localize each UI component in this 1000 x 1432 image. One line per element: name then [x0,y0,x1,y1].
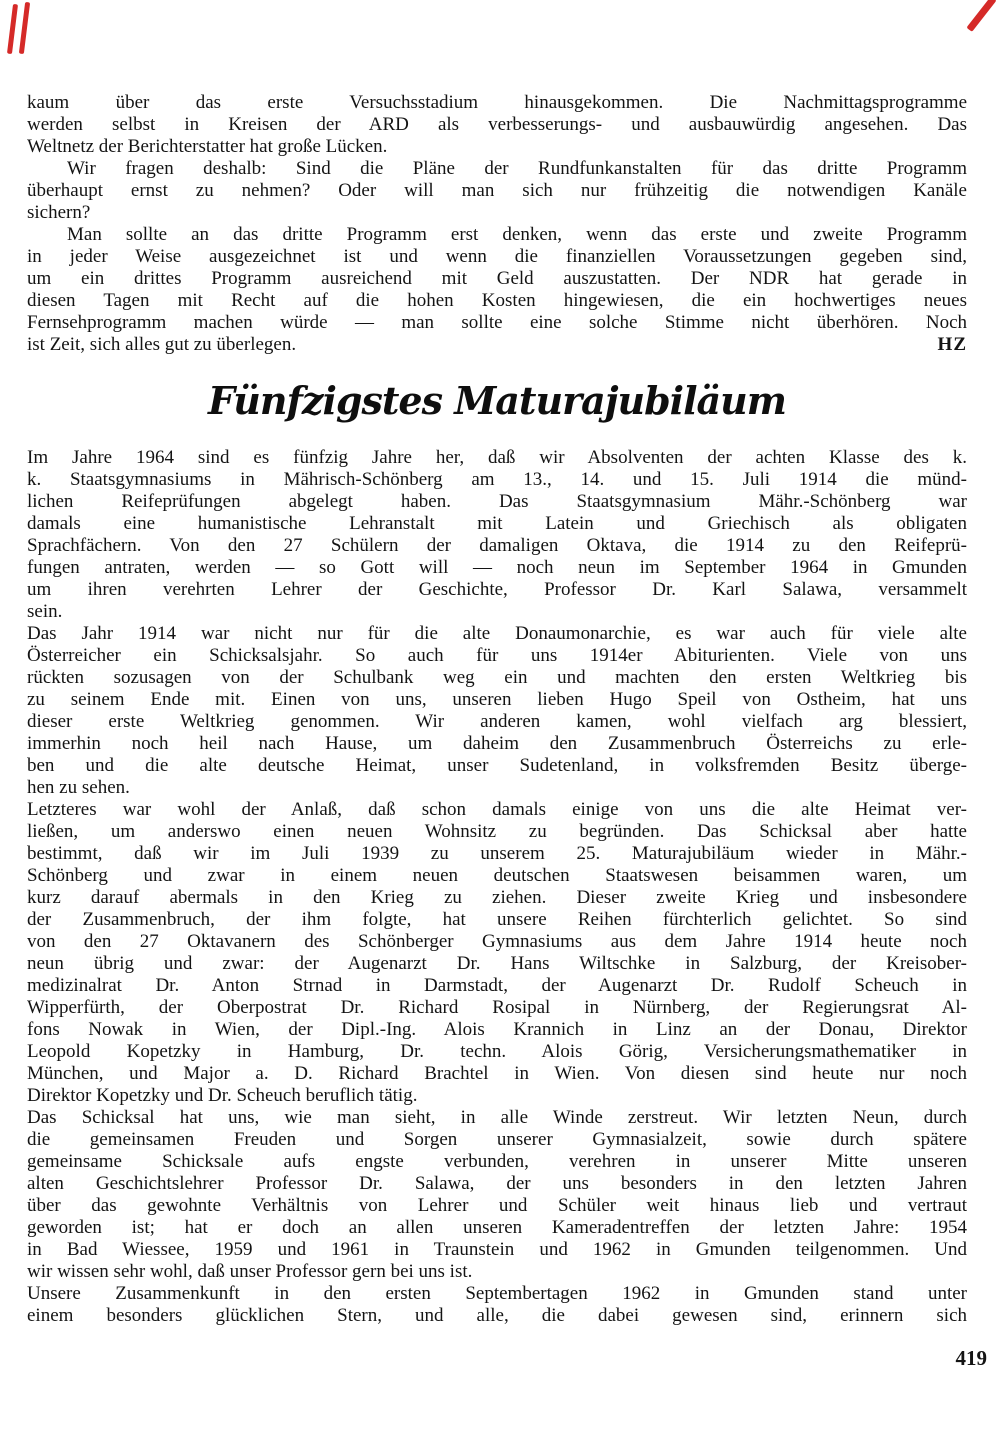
text-line: medizinalrat Dr. Anton Strnad in Darmstadt, der Augenarzt Dr. Rudolf Scheuch in [27,975,967,996]
paragraph [27,158,967,224]
text-line: werden selbst in Kreisen der ARD als verbesserungs- und ausbauwürdig angesehen. Das [27,114,967,135]
red-pen-mark-right [972,0,1000,28]
text-line: dieser erste Weltkrieg genommen. Wir anderen kamen, wohl vielfach arg blessiert, [27,711,967,732]
text-line [27,334,967,356]
author-initials: HZ [937,334,967,355]
text-line: Das Jahr 1914 war nicht nur für die alte Donaumonarchie, es war auch für viele alte [27,623,967,644]
text-line: Wipperfürth, der Oberpostrat Dr. Richard Rosipal in Nürnberg, der Regierungsrat Al- [27,997,967,1018]
text-line: neun übrig und zwar: der Augenarzt Dr. Hans Wiltschke in Salzburg, der Kreisober- [27,953,967,974]
text-line: alten Geschichtslehrer Professor Dr. Salawa, der uns besonders in den letzten Jahren [27,1173,967,1194]
text-line: Leopold Kopetzky in Hamburg, Dr. techn. Alois Görig, Versicherungsmathematiker in [27,1041,967,1062]
text-line: Fernsehprogramm machen würde — man sollte eine solche Stimme nicht überhören. Noch [27,312,967,333]
text-line: Sprachfächern. Von den 27 Schülern der damaligen Oktava, die 1914 zu den Reifeprü- [27,535,967,556]
text-column [27,92,987,1370]
text-line: Österreicher ein Schicksalsjahr. So auch für uns 1914er Abiturienten. Viele von uns [27,645,967,666]
text-line: Man sollte an das dritte Programm erst denken, wenn das erste und zweite Programm [67,224,967,245]
text-line: einem besonders glücklichen Stern, und alle, die dabei gewesen sind, erinnern sich [27,1305,967,1326]
text-line: Das Schicksal hat uns, wie man sieht, in alle Winde zerstreut. Wir letzten Neun, durch [27,1107,967,1128]
text-line: ist Zeit, sich alles gut zu überlegen. [27,334,297,355]
text-line: Direktor Kopetzky und Dr. Scheuch beruflich tätig. [27,1085,418,1106]
text-line: k. Staatsgymnasiums in Mährisch-Schönberg am 13., 14. und 15. Juli 1914 die münd- [27,469,967,490]
text-line: damals eine humanistische Lehranstalt mit Latein und Griechisch als obligaten [27,513,967,534]
paragraph [27,799,967,1107]
paragraph [27,447,967,623]
text-line: der Zusammenbruch, der ihm folgte, hat unsere Reihen fürchterlich gelichtet. So sind [27,909,967,930]
text-line: von den 27 Oktavanern des Schönberger Gymnasiums aus dem Jahre 1914 heute noch [27,931,967,952]
text-line: sein. [27,601,63,622]
text-line: in jeder Weise ausgezeichnet ist und wenn die finanziellen Voraussetzungen gegeben sind, [27,246,967,267]
text-line: Weltnetz der Berichterstatter hat große Lücken. [27,136,388,157]
text-line: um ein drittes Programm ausreichend mit Geld auszustatten. Der NDR hat gerade in [27,268,967,289]
text-line: in Bad Wiessee, 1959 und 1961 in Traunstein und 1962 in Gmunden teilgenommen. Und [27,1239,967,1260]
text-line: über das gewohnte Verhältnis von Lehrer und Schüler weit hinaus lieb und vertraut [27,1195,967,1216]
page-number: 419 [955,1346,987,1370]
paragraph [27,1107,967,1283]
article-title: Fünfzigstes Maturajubiläum [207,378,787,423]
text-line: wir wissen sehr wohl, daß unser Professor gern bei uns ist. [27,1261,473,1282]
paragraph [27,224,967,356]
text-line: um ihren verehrten Lehrer der Geschichte, Professor Dr. Karl Salawa, versammelt [27,579,967,600]
text-line: ben und die alte deutsche Heimat, unser Sudetenland, in volksfremden Besitz überge- [27,755,967,776]
text-line: bestimmt, daß wir im Juli 1939 zu unserem 25. Maturajubiläum wieder in Mähr.- [27,843,967,864]
paragraph [27,92,967,158]
text-line: überhaupt ernst zu nehmen? Oder will man sich nur frühzeitig die notwendigen Kanäle [27,180,967,201]
text-line: die gemeinsamen Freuden und Sorgen unserer Gymnasialzeit, sowie durch spätere [27,1129,967,1150]
text-line: hen zu sehen. [27,777,130,798]
text-line: rückten sozusagen von der Schulbank weg ein und machten den ersten Weltkrieg bis [27,667,967,688]
text-line: Letzteres war wohl der Anlaß, daß schon damals einige von uns die alte Heimat ver- [27,799,967,820]
text-line: geworden ist; hat er doch an allen unseren Kameradentreffen der letzten Jahre: 1954 [27,1217,967,1238]
paragraph [27,623,967,799]
text-line: Schönberg und zwar in einem neuen deutschen Staatswesen beisammen waren, um [27,865,967,886]
text-line: fungen antraten, werden — so Gott will — noch neun im September 1964 in Gmunden [27,557,967,578]
text-line: gemeinsame Schicksale aufs engste verbunden, verehren in unserer Mitte unseren [27,1151,967,1172]
text-line: Wir fragen deshalb: Sind die Pläne der Rundfunkanstalten für das dritte Programm [67,158,967,179]
paragraph [27,1283,967,1327]
text-line: sichern? [27,202,91,223]
text-line: kaum über das erste Versuchsstadium hinausgekommen. Die Nachmittagsprogramme [27,92,967,113]
text-line: Unsere Zusammenkunft in den ersten Septembertagen 1962 in Gmunden stand unter [27,1283,967,1304]
text-line: zu seinem Ende mit. Einen von uns, unseren lieben Hugo Speil von Ostheim, hat uns [27,689,967,710]
text-line: ließen, um anderswo einen neuen Wohnsitz zu begründen. Das Schicksal aber hatte [27,821,967,842]
text-line: immerhin noch heil nach Hause, um daheim den Zusammenbruch Österreichs zu erle- [27,733,967,754]
text-line: Im Jahre 1964 sind es fünfzig Jahre her, daß wir Absolventen der achten Klasse des k. [27,447,967,468]
text-line: lichen Reifeprüfungen abgelegt haben. Das Staatsgymnasium Mähr.-Schönberg war [27,491,967,512]
text-line: kurz darauf abermals in den Krieg zu ziehen. Dieser zweite Krieg und insbesondere [27,887,967,908]
prelude-section [27,92,967,356]
red-pen-mark-left [8,2,34,58]
text-line: München, und Major a. D. Richard Brachtel in Wien. Von diesen sind heute nur noch [27,1063,967,1084]
text-line: diesen Tagen mit Recht auf die hohen Kosten hingewiesen, die ein hochwertiges neues [27,290,967,311]
article-section [27,447,967,1327]
text-line: fons Nowak in Wien, der Dipl.-Ing. Alois Krannich in Linz an der Donau, Direktor [27,1019,967,1040]
